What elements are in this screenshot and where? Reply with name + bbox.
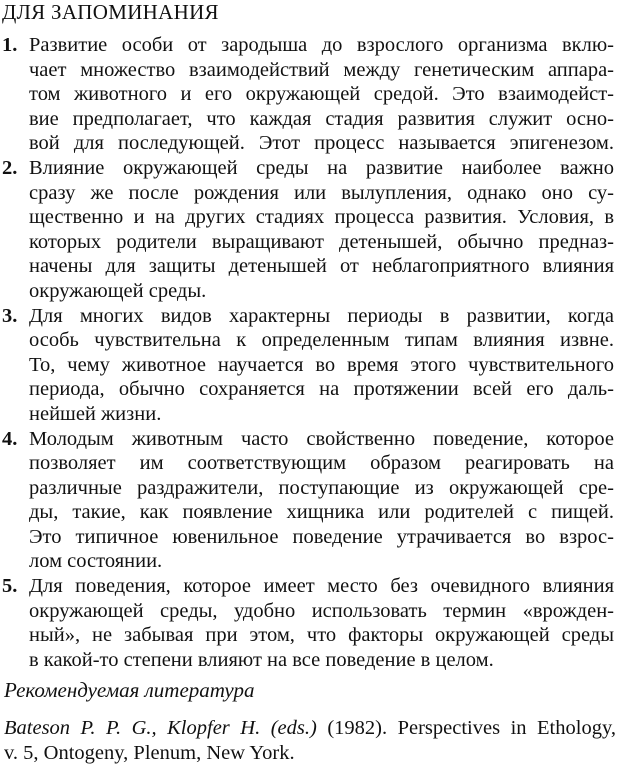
- item-text-line: позволяет им соответствующим образом реагировать на: [29, 452, 614, 475]
- list-item-4: [2, 427, 614, 575]
- item-text-line: ный», не забывая при этом, что факторы окружающей среды: [29, 624, 614, 647]
- item-text-line: Это типичное ювенильное поведение утрачивается во взрос-: [29, 525, 614, 548]
- item-text-line: окружающей среды, удобно использовать термин «врожден-: [29, 599, 614, 622]
- item-text-line: особь чувствительна к определенным типам влияния извне.: [29, 329, 614, 352]
- item-number: 1.: [2, 34, 18, 56]
- reference-entry: [4, 716, 616, 765]
- item-number: 4.: [2, 427, 18, 450]
- item-text-line: вой для последующей. Этот процесс называется эпигенезом.: [29, 132, 614, 155]
- item-text-line: То, чему животное научается во время этого чувствительного: [29, 353, 614, 376]
- item-text-line: начены для защиты детенышей от неблагоприятного влияния: [29, 255, 614, 278]
- list-item-3: [2, 304, 614, 427]
- reference-title: (1982). Perspectives in Ethology,: [316, 717, 616, 739]
- item-text-line: Молодым животным часто свойственно поведение, которое: [29, 427, 614, 450]
- item-number: 2.: [2, 156, 18, 179]
- recommended-reading-heading: Рекомендуемая литература: [4, 678, 255, 702]
- item-number: 5.: [2, 575, 18, 598]
- item-text-line: ды, такие, как появление хищника или родителей с пищей.: [29, 501, 614, 524]
- item-text-line: периода, обычно сохраняется на протяжении всей его даль-: [29, 378, 614, 401]
- item-text-line: различные раздражители, поступающие из окружающей сре-: [29, 476, 614, 499]
- reference-line: v. 5, Ontogeny, Plenum, New York.: [4, 741, 295, 764]
- item-text-line: Влияние окружающей среды на развитие наиболее важно: [29, 156, 614, 179]
- reference-line: [4, 716, 616, 741]
- item-number: 3.: [2, 304, 18, 327]
- item-text-line: Для многих видов характерны периоды в развитии, когда: [29, 304, 614, 327]
- list-item-2: [2, 156, 614, 304]
- item-text-line: которых родители выращивают детенышей, обычно предназ-: [29, 230, 614, 253]
- item-text-line: нейшей жизни.: [29, 402, 162, 425]
- item-text-line: чает множество взаимодействий между генетическим аппара-: [29, 58, 614, 81]
- item-text-line: окружающей среды.: [29, 279, 207, 302]
- item-text-line: сразу же после рождения или вылупления, однако оно су-: [29, 181, 614, 204]
- item-text-line: вие предполагает, что каждая стадия развития служит осно-: [29, 107, 614, 130]
- item-text-line: том животного и его окружающей средой. Это взаимодейст-: [29, 83, 614, 106]
- reference-authors: Bateson P. P. G., Klopfer H. (eds.): [4, 717, 317, 739]
- summary-list: [2, 33, 614, 672]
- item-text-line: Развитие особи от зародыша до взрослого организма вклю-: [29, 34, 614, 56]
- item-text-line: в какой-то степени влияют на все поведение в целом.: [29, 648, 494, 671]
- item-text-line: лом состоянии.: [29, 550, 163, 573]
- list-item-1: [2, 33, 614, 156]
- item-text-line: щественно и на других стадиях процесса развития. Условия, в: [29, 206, 614, 229]
- section-heading: ДЛЯ ЗАПОМИНАНИЯ: [2, 0, 219, 24]
- item-text-line: Для поведения, которое имеет место без очевидного влияния: [29, 575, 614, 598]
- list-item-5: [2, 574, 614, 672]
